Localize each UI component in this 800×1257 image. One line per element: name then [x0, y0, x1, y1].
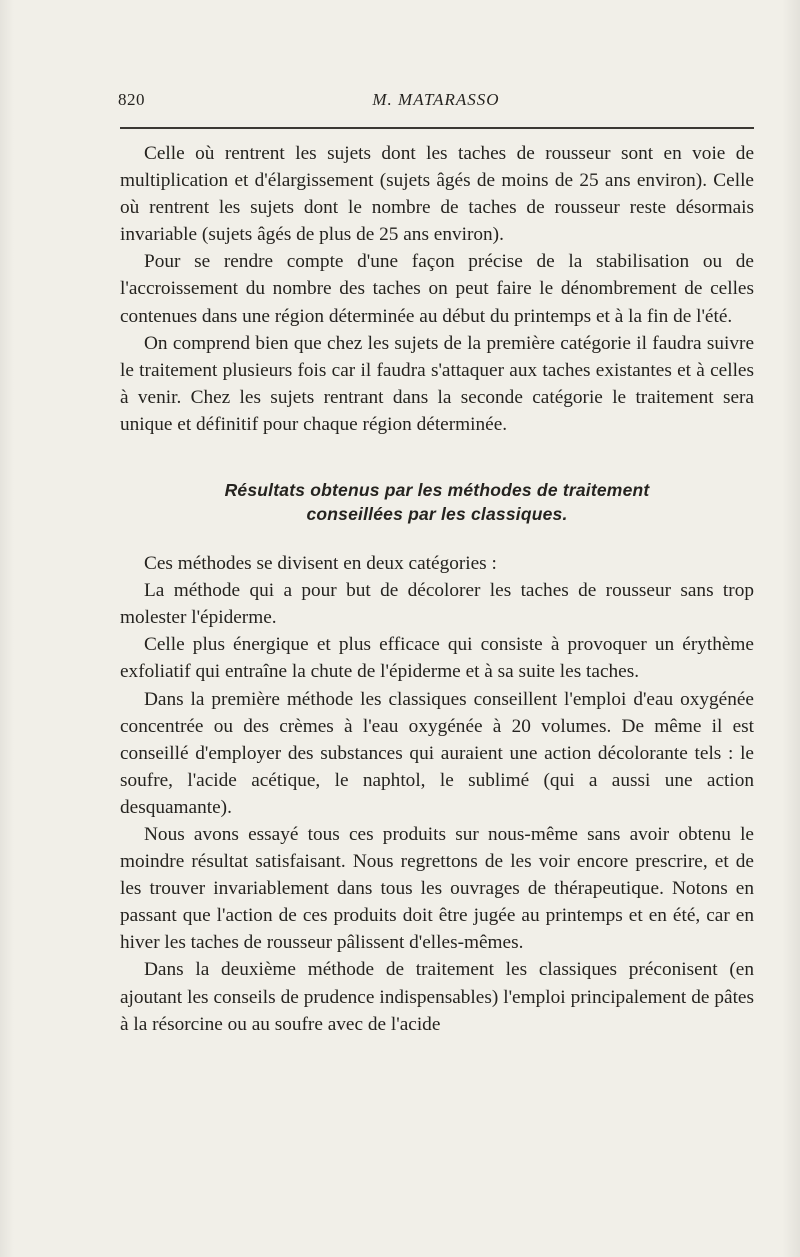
section-heading-line-2: conseillées par les classiques. [306, 504, 568, 525]
body-text [120, 140, 754, 1038]
page-header [118, 90, 754, 116]
paragraph: Nous avons essayé tous ces produits sur nous-même sans avoir obtenu le moindre résultat satisfaisant. Nous regrettons de les voir encore prescrire, et de les trouver invariablement dans tous les ouvrages de thérapeutique. Notons en passant que l'action de ces produits doit être jugée au printemps et en été, car en hiver les taches de rousseur pâlissent d'elles-mêmes. [120, 823, 754, 954]
paragraph: Celle plus énergique et plus efficace qui consiste à provoquer un érythème exfoliatif qui entraîne la chute de l'épiderme et à sa suite les taches. [120, 634, 754, 683]
paragraph: On comprend bien que chez les sujets de la première catégorie il faudra suivre le traitement plusieurs fois car il faudra s'attaquer aux taches existantes et à celles à venir. Chez les sujets rentrant dans la seconde catégorie le traitement sera unique et définitif pour chaque région déterminée. [120, 332, 754, 435]
paragraph: Ces méthodes se divisent en deux catégories : [144, 553, 497, 575]
header-rule [120, 127, 754, 129]
paragraph: La méthode qui a pour but de décolorer les taches de rousseur sans trop molester l'épiderme. [120, 580, 754, 629]
paragraph: Dans la deuxième méthode de traitement les classiques préconisent (en ajoutant les conseils de prudence indispensables) l'emploi principalement de pâtes à la résorcine ou au soufre avec de l'acide [120, 959, 754, 1035]
paragraph: Dans la première méthode les classiques conseillent l'emploi d'eau oxygénée concentrée ou des crèmes à l'eau oxygénée à 20 volumes. De même il est conseillé d'employer des substances qui auraient une action décolorante tels : le soufre, l'acide acétique, le naphtol, le sublimé (qui a aussi une action desquamante). [120, 688, 754, 818]
page-number: 820 [118, 90, 145, 109]
section-heading-line-1: Résultats obtenus par les méthodes de traitement [224, 480, 650, 501]
section-heading [120, 478, 754, 526]
running-head: M. MATARASSO [372, 90, 500, 109]
paragraph: Celle où rentrent les sujets dont les taches de rousseur sont en voie de multiplication et d'élargissement (sujets âgés de moins de 25 ans environ). Celle où rentrent les sujets dont le nombre de taches de rousseur reste désormais invariable (sujets âgés de plus de 25 ans environ). [120, 143, 754, 246]
paragraph: Pour se rendre compte d'une façon précise de la stabilisation ou de l'accroissement du nombre des taches on peut faire le dénombrement de celles contenues dans une région déterminée au début du printemps et à la fin de l'été. [120, 251, 754, 327]
